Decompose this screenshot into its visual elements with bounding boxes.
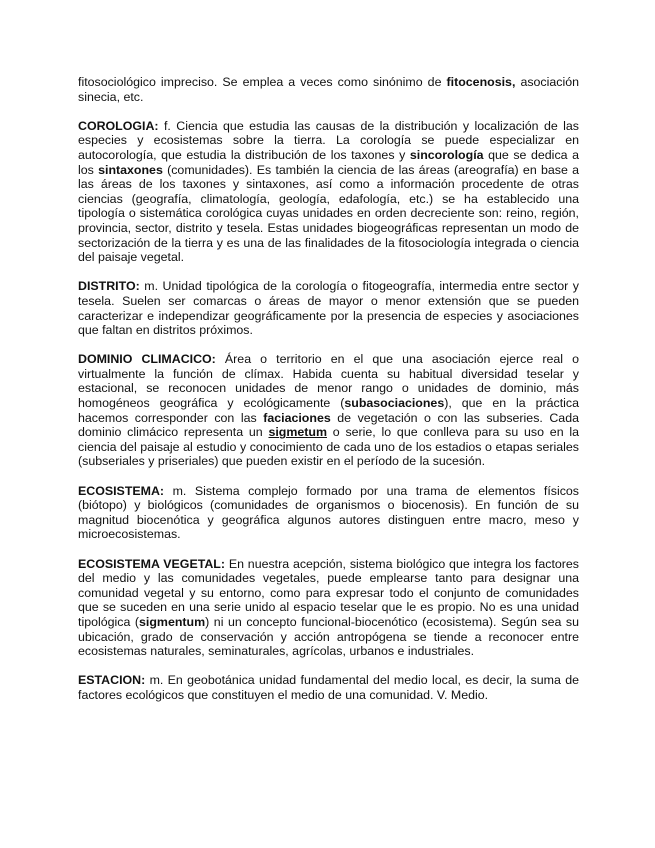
definition-text: m. En geobotánica unidad fundamental del medio local, es decir, la suma de factores ecológicos que constituyen el medio de una comunidad. V. Medio. (78, 673, 579, 702)
entry-term: ESTACION: (78, 673, 146, 688)
glossary-entry (78, 484, 579, 542)
glossary-entry (78, 557, 579, 659)
bold-term: sincorología (409, 147, 484, 162)
entry-term: COROLOGIA: (78, 118, 159, 133)
definition-text: ), que en la práctica hacemos corresponder con las (78, 396, 580, 425)
definition-text: o serie, lo que conlleva para su uso en la ciencia del paisaje al estudio y conocimiento de cada uno de los estadios o etapas seriales (subseriales y priseriales) que pueden existir en el período de la sucesión. (78, 425, 579, 469)
bold-term: sintaxones (98, 162, 163, 177)
definition-text: que se dedica a los (78, 147, 579, 177)
definition-text: asociación sinecia, etc. (78, 75, 579, 104)
entry-term: DOMINIO CLIMACICO: (78, 352, 216, 367)
entry-term: ECOSISTEMA: (78, 483, 165, 498)
definition-text: fitosociológico impreciso. Se emplea a veces como sinónimo de (78, 75, 447, 89)
definition-text: m. Unidad tipológica de la corología o fitogeografía, intermedia entre sector y tesela. Suelen ser comarcas o áreas de mayor o menor extensión que se pueden caracterizar e independizar geográficamente por la presencia de especies y asociaciones que faltan en distritos próximos. (78, 279, 579, 338)
definition-text: En nuestra acepción, sistema biológico que integra los factores del medio y las comunidades vegetales, puede emplearse tanto para designar una comunidad vegetal y su entorno, como para expresar todo el conjunto de comunidades que se suceden en una serie unido al espacio teselar que le es propio. No es una unidad tipológica ( (78, 556, 579, 629)
glossary-entries (78, 75, 579, 703)
definition-text: (comunidades). Es también la ciencia de las áreas (areografía) en base a las áreas de los taxones y sintaxones, así como a información procedente de otras ciencias (geografía, climatología, geología, edafología, etc.) se ha establecido una tipología o sistemática corológica cuyas unidades en orden decreciente son: reino, región, provincia, sector, distrito y tesela. Estas unidades biogeográficas representan un modo de sectorización de la tierra y es una de las finalidades de la fitosociología integrada o ciencia del paisaje vegetal. (78, 162, 579, 265)
glossary-entry (78, 673, 579, 702)
underlined-bold-term: sigmetum (268, 425, 327, 440)
definition-text: de vegetación o con las subseries. Cada dominio climácico representa un (78, 410, 579, 440)
definition-text: m. Sistema complejo formado por una trama de elementos físicos (biótopo) y biológicos (comunidades de organismos o biocenosis). En función de su magnitud biocenótica y geográfica algunos autores distinguen entre macro, meso y microecosistemas. (78, 483, 579, 542)
definition-text: ) ni un concepto funcional-biocenótico (ecosistema). Según sea su ubicación, grado de conservación y acción antropógena se tiende a reconocer entre ecosistemas naturales, seminaturales, agrícolas, urbanos e industriales. (78, 614, 580, 659)
glossary-entry (78, 279, 579, 337)
bold-term: subasociaciones (344, 396, 445, 411)
bold-term: fitocenosis, (446, 75, 516, 89)
entry-term: DISTRITO: (78, 279, 140, 294)
bold-term: sigmentum (139, 614, 206, 629)
bold-term: faciaciones (263, 410, 331, 425)
glossary-entry (78, 75, 579, 104)
definition-text: f. Ciencia que estudia las causas de la distribución y localización de las especies y ecosistemas sobre la tierra. La corología se puede especializar en autocorología, que estudia la distribución de los taxones y (78, 118, 579, 162)
definition-text: Área o territorio en el que una asociación ejerce real o virtualmente la función de clímax. Habida cuenta su habitual diversidad teselar y estacional, se reconocen unidades de menor rango o unidades de dominio, más homogéneos geográfica y ecológicamente ( (78, 352, 579, 411)
glossary-entry (78, 119, 579, 265)
entry-term: ECOSISTEMA VEGETAL: (78, 556, 226, 571)
glossary-entry (78, 352, 579, 469)
